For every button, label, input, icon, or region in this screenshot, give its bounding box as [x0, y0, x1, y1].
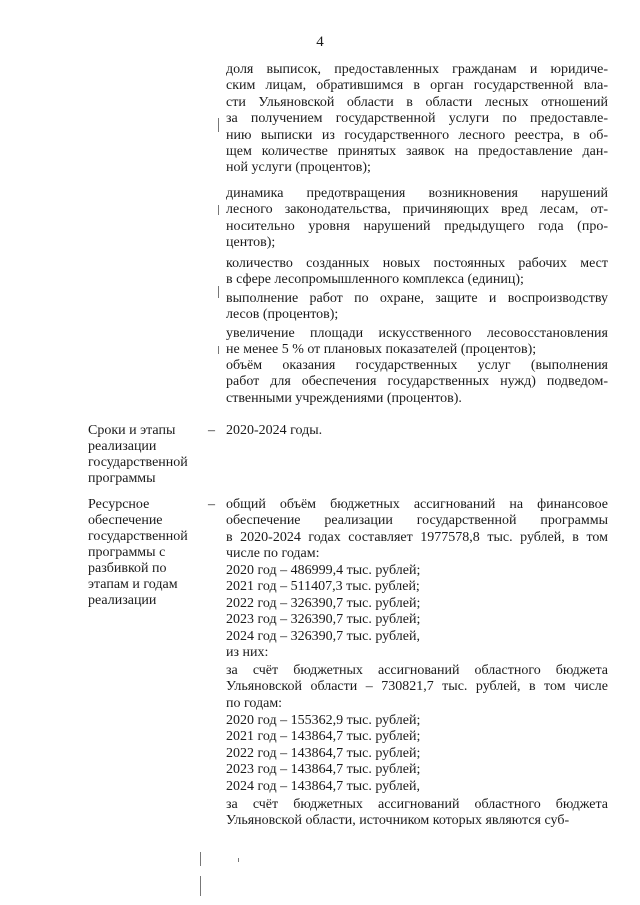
- years-total-block: [226, 563, 608, 645]
- text-line: 2024 год – 143864,7 тыс. рублей,: [226, 778, 420, 794]
- resources-label: [88, 497, 210, 609]
- text-line: щем количестве принятых заявок на предоставление дан-: [226, 144, 608, 160]
- text-line: за счёт бюджетных ассигнований областного бюджета: [226, 797, 608, 812]
- text-line: центов);: [226, 235, 276, 251]
- text-line: 2024 год – 326390,7 тыс. рублей,: [226, 628, 420, 644]
- text-line: из них:: [226, 645, 269, 660]
- label-line: государственной: [88, 529, 188, 544]
- text-line: 2021 год – 143864,7 тыс. рублей;: [226, 729, 421, 745]
- text-line: в 2020-2024 годах составляет 1977578,8 тыс. рублей, в том: [226, 529, 608, 545]
- label-line: Ресурсное: [88, 497, 150, 512]
- text-line: числе по годам:: [226, 546, 320, 562]
- text-line: ственными учреждениями (процентов).: [226, 390, 462, 406]
- label-line: реализации: [88, 593, 157, 608]
- scan-mark: [218, 118, 219, 132]
- scan-mark: [218, 346, 219, 354]
- page-number: 4: [316, 34, 324, 50]
- indicator-paragraph: [226, 326, 608, 359]
- terms-dash: –: [208, 423, 215, 438]
- text-line: сти Ульяновской области в области лесных отношений: [226, 94, 608, 110]
- text-line: доля выписок, предоставленных гражданам и юридиче-: [226, 62, 608, 77]
- label-line: Сроки и этапы: [88, 423, 176, 438]
- label-line: обеспечение: [88, 513, 163, 528]
- scan-mark: [200, 852, 201, 866]
- text-line: 2023 год – 326390,7 тыс. рублей;: [226, 612, 421, 628]
- label-line: этапам и годам: [88, 577, 178, 592]
- text-line: 2020 год – 486999,4 тыс. рублей;: [226, 563, 421, 578]
- years-regional-block: [226, 713, 608, 795]
- label-line: разбивкой по: [88, 561, 167, 576]
- text-line: лесного законодательства, причиняющих вред лесам, от-: [226, 202, 608, 218]
- terms-value: 2020-2024 годы.: [226, 423, 323, 438]
- text-line: Ульяновской области, источником которых являются суб-: [226, 813, 570, 829]
- text-line: 2021 год – 511407,3 тыс. рублей;: [226, 579, 420, 595]
- text-line: выполнение работ по охране, защите и воспроизводству: [226, 291, 608, 306]
- indicator-paragraph: [226, 186, 608, 252]
- text-line: в сфере лесопромышленного комплекса (единиц);: [226, 272, 524, 288]
- regional-intro-block: [226, 663, 608, 712]
- text-line: количество созданных новых постоянных рабочих мест: [226, 256, 608, 271]
- text-line: обеспечение реализации государственной программы: [226, 513, 608, 529]
- label-line: программы: [88, 471, 156, 486]
- of-which-block: [226, 645, 608, 661]
- label-line: государственной: [88, 455, 188, 470]
- label-line: реализации: [88, 439, 157, 454]
- scan-mark: [238, 858, 239, 862]
- indicator-paragraph: [226, 256, 608, 289]
- text-line: не менее 5 % от плановых показателей (процентов);: [226, 342, 537, 358]
- text-line: динамика предотвращения возникновения нарушений: [226, 186, 608, 201]
- resources-dash: –: [208, 497, 215, 512]
- indicator-paragraph: [226, 62, 608, 177]
- text-line: ским лицам, обратившимся в орган государственной вла-: [226, 78, 608, 94]
- terms-label: [88, 423, 210, 487]
- scan-mark: [200, 876, 201, 896]
- indicator-paragraph: [226, 291, 608, 324]
- text-line: объём оказания государственных услуг (выполнения: [226, 358, 608, 373]
- text-line: носительно уровня нарушений предыдущего года (про-: [226, 218, 608, 234]
- text-line: общий объём бюджетных ассигнований на финансовое: [226, 497, 608, 512]
- text-line: увеличение площади искусственного лесовосстановления: [226, 326, 608, 341]
- text-line: 2022 год – 143864,7 тыс. рублей;: [226, 745, 421, 761]
- text-line: ной услуги (процентов);: [226, 160, 371, 176]
- text-line: 2020 год – 155362,9 тыс. рублей;: [226, 713, 421, 728]
- text-line: по годам:: [226, 695, 283, 711]
- text-line: лесов (процентов);: [226, 307, 339, 323]
- text-line: нию выписки из государственного лесного реестра, в об-: [226, 127, 608, 143]
- indicator-paragraph: [226, 358, 608, 407]
- label-line: программы с: [88, 545, 166, 560]
- text-line: за счёт бюджетных ассигнований областного бюджета: [226, 663, 608, 678]
- subsidy-intro-block: [226, 797, 608, 830]
- text-line: 2023 год – 143864,7 тыс. рублей;: [226, 762, 421, 778]
- text-line: 2022 год – 326390,7 тыс. рублей;: [226, 595, 421, 611]
- scan-mark: [218, 205, 219, 215]
- text-line: работ для обеспечения государственных нужд) подведом-: [226, 374, 608, 390]
- intro-block: [226, 497, 608, 563]
- text-line: за получением государственной услуги по предоставле-: [226, 111, 608, 127]
- scan-mark: [218, 286, 219, 298]
- text-line: Ульяновской области – 730821,7 тыс. рублей, в том числе: [226, 679, 608, 695]
